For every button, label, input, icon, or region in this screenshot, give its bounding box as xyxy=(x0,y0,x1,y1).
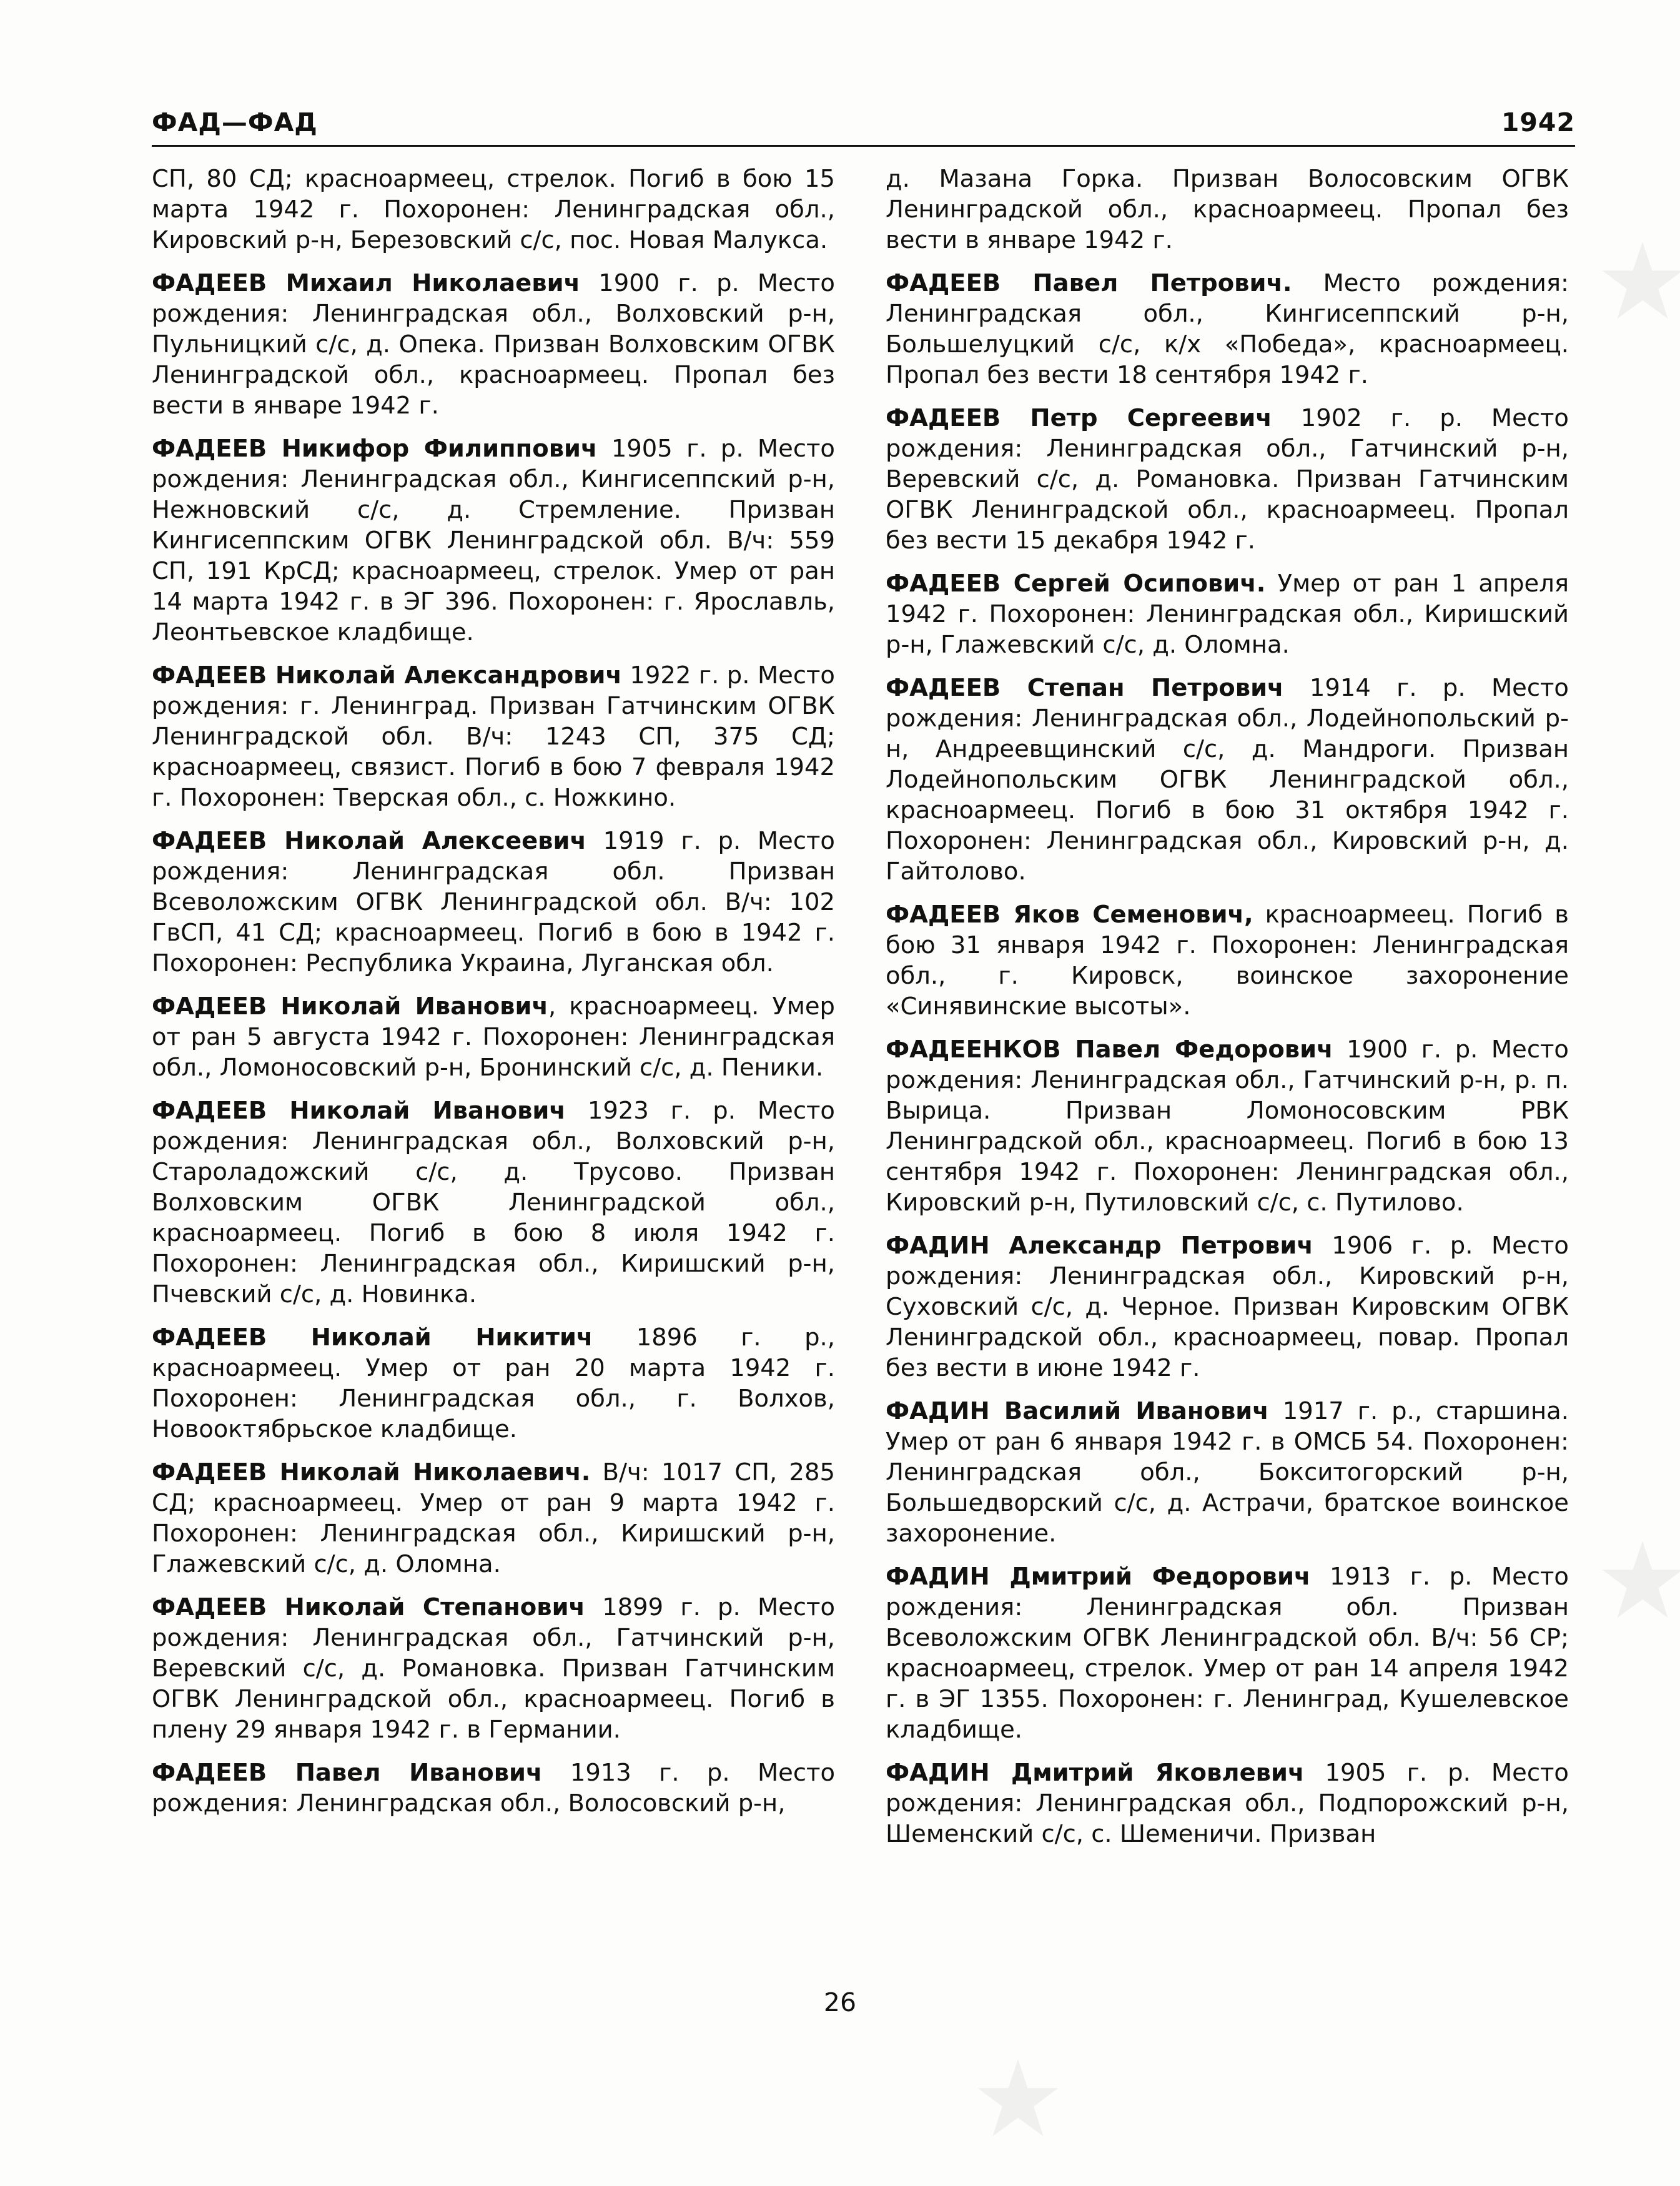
entry-name: ФАДЕЕВ Яков Семенович, xyxy=(886,901,1253,929)
entry-name: ФАДЕЕВ Павел Петрович. xyxy=(886,269,1292,297)
entry xyxy=(886,1230,1569,1383)
entry xyxy=(152,268,835,421)
entry-text: д. Мазана Горка. Призван Волосовским ОГВК Ленинградской обл., красноармеец. Пропал без вести в январе 1942 г. xyxy=(886,165,1569,254)
entry-name: ФАДЕЕВ Николай Степанович xyxy=(152,1593,585,1621)
entry-name: ФАДЕЕВ Павел Иванович xyxy=(152,1759,543,1787)
entry-text: СП, 80 СД; красноармеец, стрелок. Погиб в бою 15 марта 1942 г. Похоронен: Ленинградская обл., Кировский р-н, Березовский с/с, пос. Новая Малукса. xyxy=(152,165,835,254)
entry-text: 1913 г. р. Место рождения: Ленинградская обл., Волосовский р-н, xyxy=(152,1759,835,1818)
header-year: 1942 xyxy=(1501,107,1575,137)
entry xyxy=(886,268,1569,390)
entry-text: 1914 г. р. Место рождения: Ленинградская обл., Лодейнопольский р-н, Андреевщинский с/с, д. Мандроги. Призван Лодейнопольским ОГВК Ленинградской обл., красноармеец. Погиб в бою 31 октября 1942 г. Похоронен: Ленинградская обл., Кировский р-н, д. Гайтолово. xyxy=(886,674,1569,886)
entry-text: Место рождения: Ленинградская обл., Кингисеппский р-н, Большелуцкий с/с, к/х «Победа», красноармеец. Пропал без вести 18 сентября 1942 г. xyxy=(886,269,1569,389)
running-header xyxy=(152,94,1575,147)
entry xyxy=(152,1758,835,1819)
entry-name: ФАДИН Дмитрий Яковлевич xyxy=(886,1759,1305,1787)
entry xyxy=(886,1034,1569,1218)
entry xyxy=(886,1758,1569,1849)
entry xyxy=(152,991,835,1083)
entry-name: ФАДЕЕВ Сергей Осипович. xyxy=(886,570,1266,598)
entry-text: 1900 г. р. Место рождения: Ленинградская обл., Волховский р-н, Пульницкий с/с, д. Опека. Призван Волховским ОГВК Ленинградской обл., красноармеец. Пропал без вести в январе 1942 г. xyxy=(152,269,835,420)
entry xyxy=(886,1561,1569,1745)
entry-name: ФАДЕЕВ Степан Петрович xyxy=(886,674,1284,702)
entry-name: ФАДИН Дмитрий Федорович xyxy=(886,1563,1311,1591)
entry-text: 1899 г. р. Место рождения: Ленинградская обл., Гатчинский р-н, Веревский с/с, д. Романовка. Призван Гатчинским ОГВК Ленинградской обл., красноармеец. Погиб в плену 29 января 1942 г. в Германии. xyxy=(152,1593,835,1744)
entry-text: 1900 г. р. Место рождения: Ленинградская обл., Гатчинский р-н, р. п. Вырица. Призван Ломоносовским РВК Ленинградской обл., красноармеец. Погиб в бою 13 сентября 1942 г. Похоронен: Ленинградская обл., Кировский р-н, Путиловский с/с, с. Путилово. xyxy=(886,1036,1569,1217)
page-number: 26 xyxy=(823,1987,857,2017)
entry xyxy=(152,164,835,255)
entry xyxy=(152,1322,835,1445)
entry-name: ФАДЕЕВ Николай Иванович xyxy=(152,992,548,1021)
entry-name: ФАДЕЕВ Николай Никитич xyxy=(152,1323,593,1352)
entry xyxy=(886,568,1569,660)
left-column xyxy=(152,164,835,1831)
entry-text: Умер от ран 1 апреля 1942 г. Похоронен: Ленинградская обл., Киришский р-н, Глажевский с/с, д. Оломна. xyxy=(886,570,1569,659)
entry-text: 1905 г. р. Место рождения: Ленинградская обл., Подпорожский р-н, Шеменский с/с, с. Шеменичи. Призван xyxy=(886,1759,1569,1848)
header-range: ФАД—ФАД xyxy=(152,107,318,137)
entry xyxy=(886,164,1569,255)
entry-name: ФАДЕЕВ Петр Сергеевич xyxy=(886,404,1272,432)
entry-name: ФАДЕЕВ Михаил Николаевич xyxy=(152,269,581,297)
entry-text: 1902 г. р. Место рождения: Ленинградская обл., Гатчинский р-н, Веревский с/с, д. Романовка. Призван Гатчинским ОГВК Ленинградской обл., красноармеец. Пропал без вести 15 декабря 1942 г. xyxy=(886,404,1569,555)
entry-name: ФАДЕЕВ Николай Алексеевич xyxy=(152,827,586,855)
watermark-star-icon xyxy=(1599,1536,1680,1624)
entry xyxy=(152,660,835,813)
entry-text: 1923 г. р. Место рождения: Ленинградская обл., Волховский р-н, Староладожский с/с, д. Трусово. Призван Волховским ОГВК Ленинградской обл., красноармеец. Погиб в бою 8 июля 1942 г. Похоронен: Ленинградская обл., Киришский р-н, Пчевский с/с, д. Новинка. xyxy=(152,1097,835,1308)
entry xyxy=(152,1095,835,1310)
entry-text: 1906 г. р. Место рождения: Ленинградская обл., Кировский р-н, Суховский с/с, д. Черное. Призван Кировским ОГВК Ленинградской обл., красноармеец, повар. Пропал без вести в июне 1942 г. xyxy=(886,1232,1569,1382)
entry xyxy=(152,1592,835,1745)
entry xyxy=(152,1457,835,1580)
entry xyxy=(886,899,1569,1022)
entry-name: ФАДЕЕВ Николай Александрович xyxy=(152,661,622,690)
entry xyxy=(886,403,1569,556)
entry-text: 1896 г. р., красноармеец. Умер от ран 20 марта 1942 г. Похоронен: Ленинградская обл., г. Волхов, Новооктябрьское кладбище. xyxy=(152,1323,835,1443)
entry-name: ФАДЕЕВ Никифор Филиппович xyxy=(152,435,598,463)
entry-name: ФАДЕЕНКОВ Павел Федорович xyxy=(886,1036,1333,1064)
entry-text: 1922 г. р. Место рождения: г. Ленинград. Призван Гатчинским ОГВК Ленинградской обл. В/ч: 1243 СП, 375 СД; красноармеец, связист. Погиб в бою 7 февраля 1942 г. Похоронен: Тверская обл., с. Ножкино. xyxy=(152,661,835,812)
entry-text: В/ч: 1017 СП, 285 СД; красноармеец. Умер от ран 9 марта 1942 г. Похоронен: Ленинградская обл., Киришский р-н, Глажевский с/с, д. Оломна. xyxy=(152,1458,835,1578)
watermark-star-icon xyxy=(974,2055,1062,2142)
entry-text: 1905 г. р. Место рождения: Ленинградская обл., Кингисеппский р-н, Нежновский с/с, д. Стремление. Призван Кингисеппским ОГВК Ленинградской обл. В/ч: 559 СП, 191 КрСД; красноармеец, стрелок. Умер от ран 14 марта 1942 г. в ЭГ 396. Похоронен: г. Ярославль, Леонтьевское кладбище. xyxy=(152,435,835,646)
entry-name: ФАДЕЕВ Николай Иванович xyxy=(152,1097,566,1125)
entry xyxy=(152,433,835,648)
entry-text: 1919 г. р. Место рождения: Ленинградская обл. Призван Всеволожским ОГВК Ленинградской обл. В/ч: 102 ГвСП, 41 СД; красноармеец. Погиб в бою в 1942 г. Похоронен: Республика Украина, Луганская обл. xyxy=(152,827,835,977)
watermark-star-icon xyxy=(1599,237,1680,325)
entry xyxy=(152,826,835,979)
entry-text: 1913 г. р. Место рождения: Ленинградская обл. Призван Всеволожским ОГВК Ленинградской обл. В/ч: 56 СР; красноармеец, стрелок. Умер от ран 14 апреля 1942 г. в ЭГ 1355. Похоронен: г. Ленинград, Кушелевское кладбище. xyxy=(886,1563,1569,1744)
entry xyxy=(886,673,1569,887)
entry-name: ФАДИН Александр Петрович xyxy=(886,1232,1313,1260)
entry-text: , красноармеец. Умер от ран 5 августа 1942 г. Похоронен: Ленинградская обл., Ломоносовский р-н, Бронинский с/с, д. Пеники. xyxy=(152,992,835,1082)
right-column xyxy=(886,164,1569,1862)
entry-name: ФАДЕЕВ Николай Николаевич. xyxy=(152,1458,591,1486)
entry xyxy=(886,1396,1569,1549)
entry-name: ФАДИН Василий Иванович xyxy=(886,1397,1269,1425)
entry-text: красноармеец. Погиб в бою 31 января 1942 г. Похоронен: Ленинградская обл., г. Кировск, воинское захоронение «Синявинские высоты». xyxy=(886,901,1569,1021)
entry-text: 1917 г. р., старшина. Умер от ран 6 января 1942 г. в ОМСБ 54. Похоронен: Ленинградская обл., Бокситогорский р-н, Большедворский с/с, д. Астрачи, братское воинское захоронение. xyxy=(886,1397,1569,1548)
